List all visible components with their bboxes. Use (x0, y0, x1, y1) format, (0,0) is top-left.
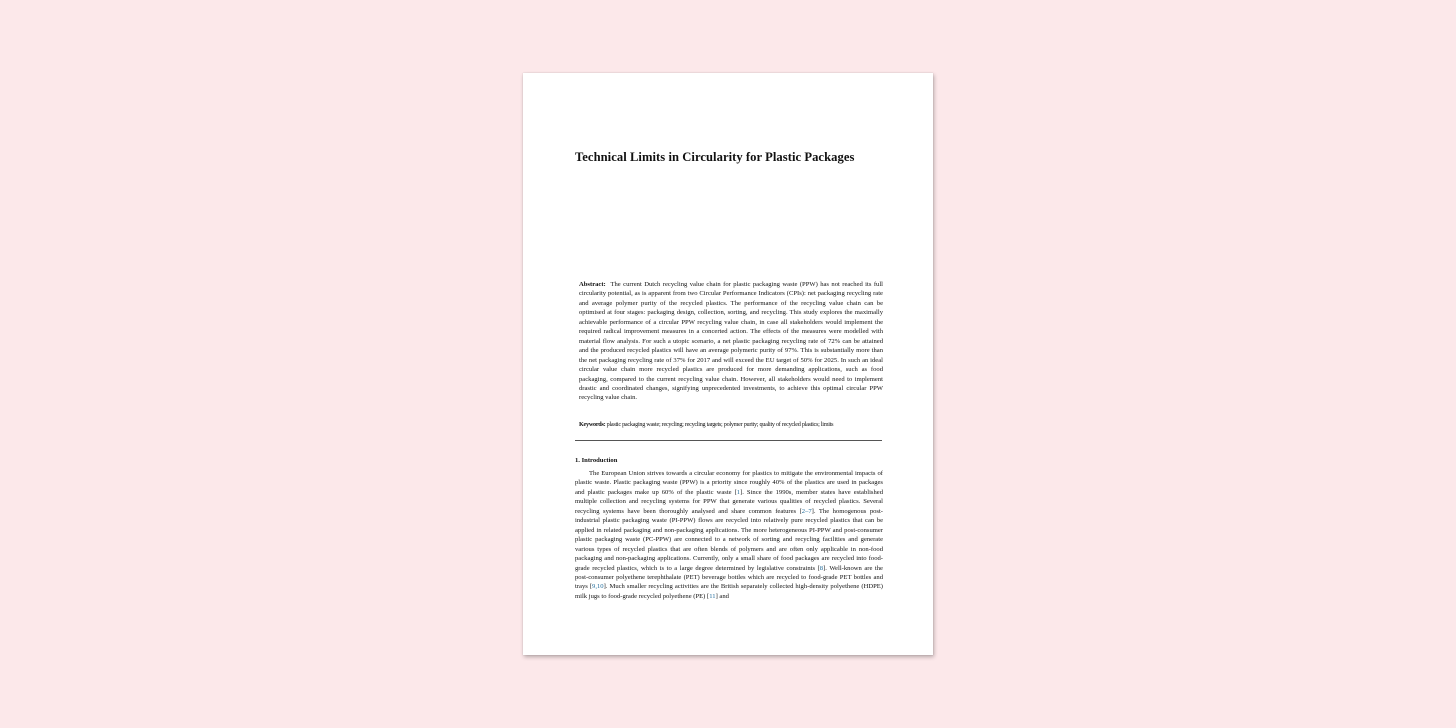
section-divider (575, 440, 882, 441)
document-page (523, 73, 933, 655)
paper-title: Technical Limits in Circularity for Plastic Packages (575, 150, 855, 164)
intro-text: ] and (715, 592, 729, 600)
intro-text: The European Union strives towards a circular economy for plastics to mitigate the environmental impacts of plastic waste. Plastic packaging waste (PPW) is a priority since roughly 40% of the plastics are used in packages and plastic packages make up 60% of the plastic waste [ (575, 470, 883, 496)
abstract-label: Abstract: (579, 281, 606, 288)
abstract-text: The current Dutch recycling value chain for plastic packaging waste (PPW) has not reached its full circularity potential, as is apparent from two Circular Performance Indicators (CPIs): net packaging recycling rate and average polymer purity of the recycled plastics. The performance of the recycling value chain can be optimised at four stages: packaging design, collection, sorting, and recycling. This study explores the maximally achievable performance of a circular PPW recycling value chain, in case all stakeholders would implement the required radical improvement measures in a concerted action. The effects of the measures were modelled with material flow analysis. For such a utopic scenario, a net plastic packaging recycling rate of 72% can be attained and the produced recycled plastics will have an average polymeric purity of 97%. This is substantially more than the net packaging recycling rate of 37% for 2017 and will exceed the EU target of 50% for 2025. In such an ideal circular value chain more recycled plastics are produced for more demanding applications, such as food packaging, compared to the current recycling value chain. However, all stakeholders would need to implement drastic and coordinated changes, signifying unprecedented investments, to achieve this optimal circular PPW recycling value chain. (579, 281, 883, 402)
citation-link[interactable]: 2–7 (801, 507, 812, 515)
introduction-paragraph (575, 469, 883, 601)
intro-text: ]. Well-known are the post-consumer polyethene terephthalate (PET) beverage bottles which are recycled to food-grade PET bottles and trays [ (575, 564, 883, 591)
abstract (579, 280, 883, 403)
intro-text: ]. The homogenous post-industrial plastic packaging waste (PI-PPW) flows are recycled into relatively pure recycled plastics that can be applied in related packaging and non-packaging applications. The more heterogeneous PI-PPW and post-consumer plastic packaging waste (PC-PPW) are connected to a network of sorting and recycling facilities and generate various types of recycled plastics that are often blends of polymers and are often only applicable in non-food packaging and non-packaging applications. Currently, only a small share of food packages are recycled into food-grade recycled plastics, which is to a large degree determined by legislative constraints [ (575, 507, 884, 572)
intro-text: ]. Since the 1990s, member states have established multiple collection and recycling systems for PPW that generate various qualities of recycled plastics. Several recycling systems have been thoroughly analysed and share common features [ (575, 488, 883, 515)
citation-link[interactable]: 11 (709, 592, 716, 600)
section-heading-introduction: 1. Introduction (575, 457, 618, 464)
citation-link[interactable]: 8 (819, 564, 824, 572)
keywords-label: Keywords: (579, 421, 606, 428)
citation-link[interactable]: 1 (736, 488, 741, 496)
intro-text: ]. Much smaller recycling activities are the British separately collected high-density polyethene (HDPE) milk jugs to food-grade recycled polyethene (PE) [ (575, 583, 883, 600)
citation-link[interactable]: 9,10 (592, 583, 604, 591)
keywords-text: plastic packaging waste; recycling; recycling targets; polymer purity; quality of recycled plastics; limits (606, 421, 834, 428)
keywords (579, 420, 889, 429)
